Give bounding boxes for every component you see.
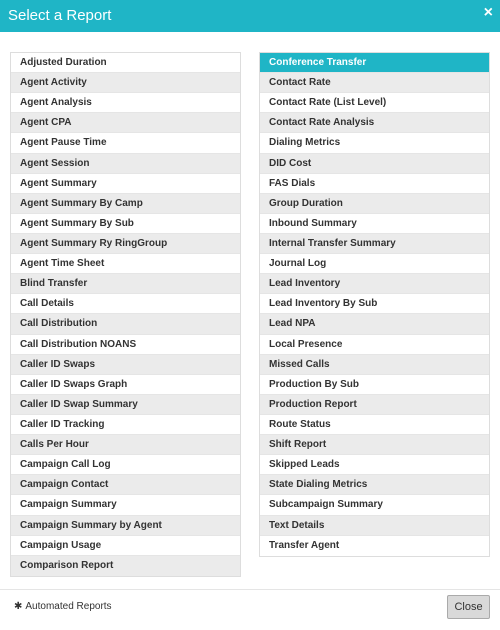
report-item[interactable]: FAS Dials	[260, 174, 489, 194]
report-item[interactable]: Missed Calls	[260, 355, 489, 375]
report-item[interactable]: Agent Pause Time	[11, 133, 240, 153]
dialog-header	[0, 0, 500, 32]
report-item[interactable]: Comparison Report	[11, 556, 240, 576]
report-item[interactable]: Subcampaign Summary	[260, 495, 489, 515]
report-item[interactable]: Adjusted Duration	[11, 53, 240, 73]
report-item[interactable]: Contact Rate Analysis	[260, 113, 489, 133]
report-item[interactable]: Agent Activity	[11, 73, 240, 93]
report-item[interactable]: Campaign Contact	[11, 475, 240, 495]
report-item[interactable]: Group Duration	[260, 194, 489, 214]
report-item[interactable]: Lead Inventory By Sub	[260, 294, 489, 314]
report-item[interactable]: Local Presence	[260, 335, 489, 355]
report-item[interactable]: Caller ID Tracking	[11, 415, 240, 435]
report-item[interactable]: DID Cost	[260, 154, 489, 174]
report-item[interactable]: Call Distribution	[11, 314, 240, 334]
report-item[interactable]: Caller ID Swaps	[11, 355, 240, 375]
report-item[interactable]: Lead Inventory	[260, 274, 489, 294]
report-item[interactable]: Inbound Summary	[260, 214, 489, 234]
report-item[interactable]: Caller ID Swap Summary	[11, 395, 240, 415]
report-item[interactable]: Campaign Summary by Agent	[11, 516, 240, 536]
report-item[interactable]: Agent Summary	[11, 174, 240, 194]
report-item[interactable]: Agent Summary By Camp	[11, 194, 240, 214]
report-item[interactable]: Agent CPA	[11, 113, 240, 133]
report-item[interactable]: Journal Log	[260, 254, 489, 274]
report-item[interactable]: Call Distribution NOANS	[11, 335, 240, 355]
report-item[interactable]: Lead NPA	[260, 314, 489, 334]
report-item[interactable]: Blind Transfer	[11, 274, 240, 294]
report-item[interactable]: Internal Transfer Summary	[260, 234, 489, 254]
report-item[interactable]: Text Details	[260, 516, 489, 536]
report-item[interactable]: Production Report	[260, 395, 489, 415]
report-item[interactable]: Transfer Agent	[269, 539, 340, 551]
automated-reports-label: Automated Reports	[25, 601, 112, 612]
report-item[interactable]: Agent Time Sheet	[11, 254, 240, 274]
report-item[interactable]: Campaign Call Log	[11, 455, 240, 475]
gear-icon: ✱	[14, 601, 23, 612]
report-item[interactable]: Conference Transfer	[260, 53, 489, 73]
report-item[interactable]: Caller ID Swaps Graph	[11, 375, 240, 395]
report-item[interactable]: Calls Per Hour	[11, 435, 240, 455]
report-item[interactable]: Skipped Leads	[260, 455, 489, 475]
report-item[interactable]: Route Status	[260, 415, 489, 435]
report-item[interactable]: Dialing Metrics	[260, 133, 489, 153]
report-item[interactable]: Call Details	[11, 294, 240, 314]
report-item[interactable]: Agent Session	[11, 154, 240, 174]
close-icon[interactable]: ×	[483, 4, 493, 21]
report-item[interactable]: Campaign Summary	[11, 495, 240, 515]
report-item[interactable]: State Dialing Metrics	[260, 475, 489, 495]
report-item[interactable]: Production By Sub	[260, 375, 489, 395]
report-item[interactable]: Agent Summary By Sub	[11, 214, 240, 234]
report-item[interactable]: Agent Summary Ry RingGroup	[11, 234, 240, 254]
footer-divider	[0, 589, 500, 590]
report-item[interactable]: Agent Analysis	[11, 93, 240, 113]
report-item[interactable]: Contact Rate (List Level)	[260, 93, 489, 113]
dialog-title: Select a Report	[8, 7, 112, 24]
report-item[interactable]: Contact Rate	[260, 73, 489, 93]
report-item[interactable]: Campaign Usage	[11, 536, 240, 556]
close-button[interactable]: Close	[447, 595, 490, 619]
automated-reports-link[interactable]	[14, 600, 112, 614]
report-item[interactable]: Shift Report	[260, 435, 489, 455]
report-list-left	[10, 52, 241, 577]
report-list-right	[259, 52, 490, 557]
